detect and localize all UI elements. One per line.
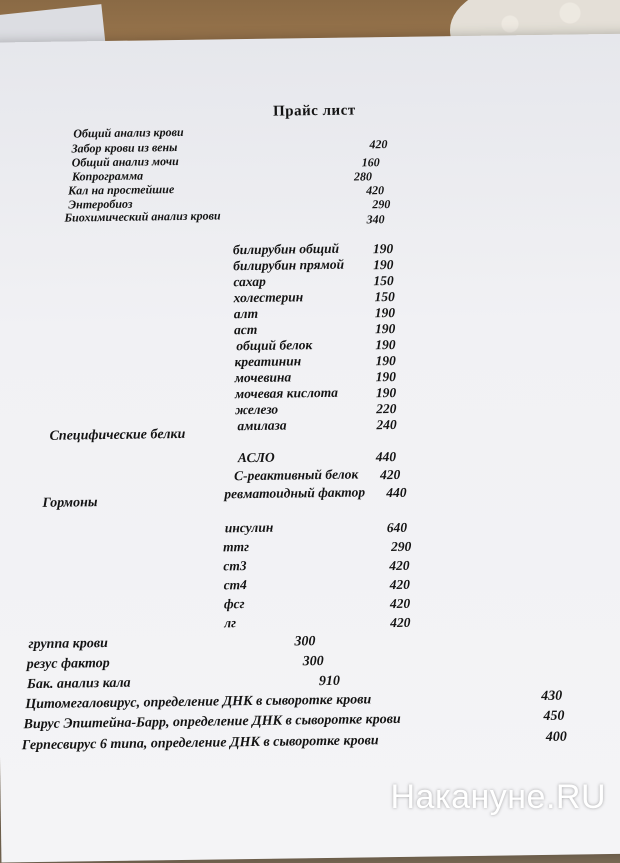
item-price: 290 — [391, 538, 412, 555]
item-label: фсг — [223, 596, 245, 612]
watermark-logo: Накануне.RU — [390, 778, 606, 816]
item-label: билирубин общий — [232, 240, 340, 258]
item-label: Забор крови из вены — [71, 140, 178, 156]
item-price: 160 — [361, 155, 380, 170]
item-price: 440 — [386, 484, 407, 501]
item-label: креатинин — [234, 353, 302, 370]
item-price: 190 — [374, 304, 396, 321]
page-title: Прайс лист — [272, 102, 356, 120]
item-price: 640 — [386, 519, 408, 536]
item-price: 440 — [375, 448, 397, 465]
item-price: 450 — [543, 708, 565, 724]
item-label: Бак. анализ кала — [26, 675, 131, 693]
item-price: 290 — [372, 197, 391, 212]
item-label: амилаза — [237, 417, 287, 434]
item-price: 190 — [375, 384, 397, 401]
item-price: 340 — [366, 212, 385, 227]
item-price: 910 — [318, 673, 341, 690]
item-label: Вирус Эпштейна-Барр, определение ДНК в сыворотке крови — [23, 711, 401, 733]
section-heading: Специфические белки — [49, 426, 186, 444]
item-label: Цитомегаловирус, определение ДНК в сыворотке крови — [25, 692, 372, 713]
item-price: 190 — [372, 240, 394, 257]
item-label: резус фактор — [26, 655, 110, 673]
item-label: железо — [235, 401, 279, 418]
item-label: холестерин — [233, 289, 304, 306]
item-label: мочевина — [234, 369, 292, 386]
item-label: алт — [233, 305, 259, 322]
item-label: инсулин — [224, 519, 274, 536]
item-label: Кал на простейшие — [68, 182, 175, 198]
item-label: лг — [224, 615, 237, 631]
item-label: билирубин прямой — [233, 256, 345, 274]
item-price: 420 — [379, 466, 401, 483]
item-label: Копрограмма — [71, 168, 144, 184]
item-price: 220 — [376, 400, 397, 417]
item-price: 280 — [353, 169, 373, 184]
item-label: аст — [233, 321, 258, 338]
item-price: 150 — [374, 288, 395, 305]
item-price: 430 — [541, 688, 563, 704]
item-price: 300 — [294, 634, 316, 650]
item-price: 150 — [373, 272, 394, 289]
item-price: 400 — [545, 729, 567, 745]
item-label: мочевая кислота — [234, 384, 339, 402]
item-price: 190 — [375, 336, 396, 353]
item-label: С-реактивный белок — [233, 466, 359, 484]
item-label: группа крови — [28, 636, 108, 653]
item-label: ст4 — [223, 577, 247, 593]
item-label: АСЛО — [237, 449, 275, 466]
item-price: 240 — [376, 416, 397, 433]
item-price: 420 — [369, 137, 388, 152]
item-label: Биохимический анализ крови — [64, 208, 221, 225]
item-price: 300 — [302, 654, 324, 670]
item-price: 190 — [374, 320, 396, 337]
item-label: Энтеробиоз — [68, 196, 133, 212]
item-price: 420 — [389, 576, 410, 593]
item-price: 190 — [375, 352, 396, 369]
item-label: ст3 — [223, 558, 247, 574]
item-price: 420 — [389, 595, 411, 612]
item-price: 190 — [373, 256, 394, 273]
item-label: Общий анализ крови — [73, 124, 184, 141]
item-label: Общий анализ мочи — [71, 153, 179, 170]
item-price: 420 — [389, 557, 410, 574]
item-label: сахар — [233, 273, 266, 290]
item-label: общий белок — [236, 337, 313, 354]
section-heading: Гормоны — [42, 495, 98, 511]
item-label: Герпесвирус 6 типа, определение ДНК в сыворотке крови — [21, 733, 379, 754]
item-price: 420 — [366, 183, 385, 198]
item-price: 190 — [375, 368, 397, 385]
item-label: ревматоидный фактор — [224, 484, 366, 502]
item-price: 420 — [390, 614, 411, 631]
price-list-sheet — [0, 33, 620, 862]
item-label: ттг — [222, 539, 250, 555]
